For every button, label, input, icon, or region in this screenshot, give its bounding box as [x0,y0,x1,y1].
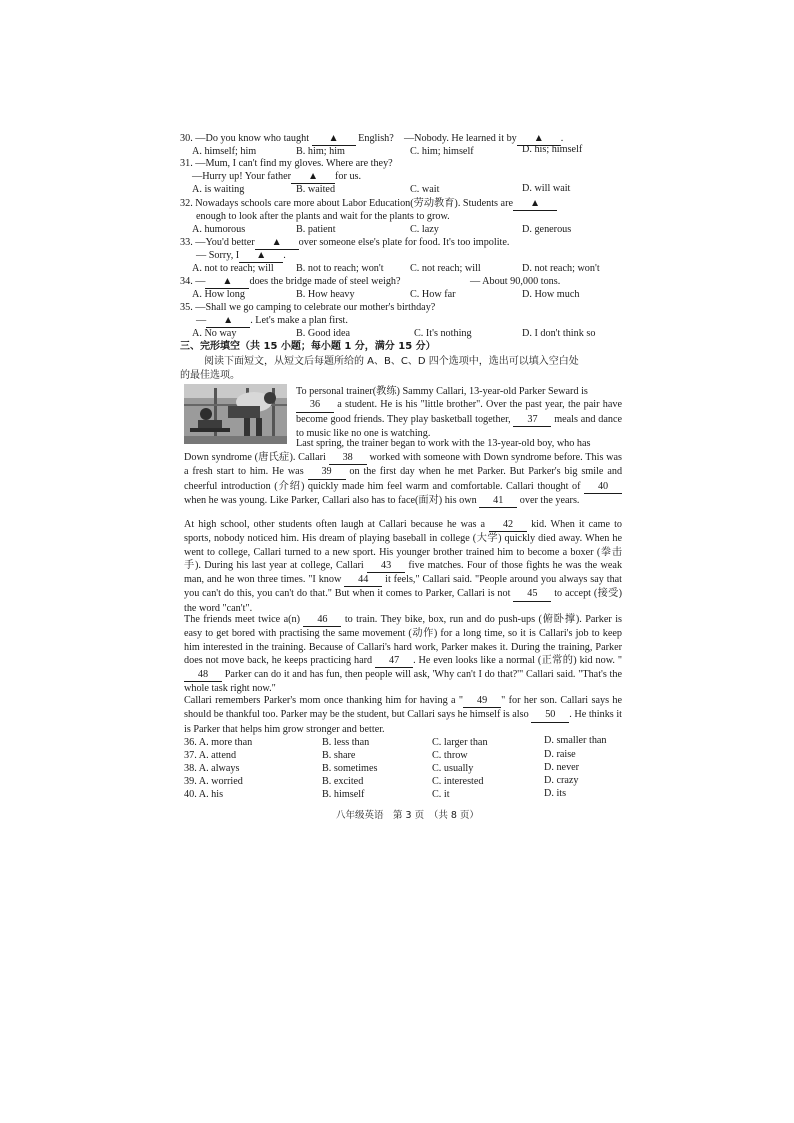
passage-paragraph-3: At high school, other students often laugh at Callari because he was a 42 kid. When it came to sports, nobody noticed him. His dream of playing baseball in college (大学) quickly died away. When he went to college, Callari turned to a new sport. His younger brother trained him to become a boxer (拳击手). During his last year at college, Callari 43 five matches. Four of those fights he was the weak man, and he won three times. "I know 44 it feels," Callari said. "People around you always say that you can't do this, you can't do that." But when it comes to Parker, Callari is not 45 to accept (接受) the word "can't". [184,519,623,614]
cloze-blank-45: 45 [513,587,551,601]
answer-blank: ▲ [205,276,249,289]
question-34-stem: 34. — ▲ does the bridge made of steel weigh? [180,276,401,287]
option-row-37-a: 37. A. attend [184,750,237,761]
cloze-blank-43: 43 [367,559,405,573]
option-row-40-b: B. himself [322,789,365,800]
option-row-36-b: B. less than [322,737,370,748]
answer-blank: ▲ [291,171,335,184]
answer-blank: ▲ [312,133,356,146]
cloze-blank-49: 49 [463,694,501,708]
cloze-blank-41: 41 [479,494,517,508]
answer-blank: ▲ [513,198,557,211]
question-30-stem: 30. —Do you know who taught ▲ English? —Nobody. He learned it by ▲ . [180,133,564,144]
cloze-blank-36: 36 [296,398,334,412]
page-footer: 八年级英语 第 3 页 （共 8 页） [336,810,479,821]
cloze-blank-38: 38 [329,451,367,465]
training-photo [184,384,287,444]
option-b: B. Good idea [296,328,351,339]
option-row-37-d: D. raise [544,749,576,760]
option-c: C. How far [410,289,456,300]
option-d: D. How much [522,289,580,300]
option-a: A. himself; him [192,146,257,157]
question-31-stem: 31. —Mum, I can't find my gloves. Where are they? [180,158,393,169]
option-d: D. I don't think so [522,328,596,339]
option-a: A. How long [192,289,245,300]
section-heading: 三、完形填空（共 15 小题；每小题 1 分，满分 15 分） [180,341,436,352]
passage-paragraph-1: To personal trainer(教练) Sammy Callari, 13-year-old Parker Seward is 36 a student. He is his "little brother". Over the past year, the pair have become good friends. They play basketball together, 37 meals and dance to music like no one is watching. [296,386,623,439]
question-34-reply: — About 90,000 tons. [470,276,561,287]
training-photo-graphic [184,384,287,444]
passage-paragraph-5: Callari remembers Parker's mom once thanking him for having a " 49 " for her son. Callari says he should be thankful too. Parker may be the student, but Callari says he himself is also 50 . He thinks it is Parker that helps him grow stronger and better. [184,695,623,735]
cloze-blank-47: 47 [375,654,413,668]
answer-blank: ▲ [206,315,250,328]
section-instruction-cont: 的最佳选项。 [180,370,240,381]
option-row-36-c: C. larger than [432,737,488,748]
cloze-blank-39: 39 [308,465,346,479]
question-32-stem-cont: enough to look after the plants and wait for the plants to grow. [196,211,450,222]
option-row-38-c: C. usually [432,763,474,774]
option-row-37-c: C. throw [432,750,468,761]
cloze-blank-50: 50 [531,708,569,722]
option-a: A. not to reach; will [192,263,274,274]
option-b: B. patient [296,224,336,235]
option-row-37-b: B. share [322,750,356,761]
option-row-38-b: B. sometimes [322,763,378,774]
answer-blank: ▲ [255,237,299,250]
option-a: A. humorous [192,224,246,235]
option-row-40-d: D. its [544,788,567,799]
option-c: C. him; himself [410,146,474,157]
cloze-blank-37: 37 [513,413,551,427]
answer-blank: ▲ [239,250,283,263]
option-row-39-a: 39. A. worried [184,776,243,787]
question-35-reply: — ▲ . Let's make a plan first. [196,315,348,326]
section-instruction: 阅读下面短文，从短文后每题所给的 A、B、C、D 四个选项中，选出可以填入空白处 [204,356,579,367]
option-c: C. lazy [410,224,439,235]
option-c: C. wait [410,184,440,195]
cloze-blank-42: 42 [489,518,527,532]
question-35-stem: 35. —Shall we go camping to celebrate our mother's birthday? [180,302,436,313]
option-c: C. It's nothing [414,328,472,339]
question-33-reply: — Sorry, I ▲ . [196,250,286,261]
cloze-blank-40: 40 [584,480,622,494]
option-a: A. No way [192,328,237,339]
option-d: D. his; himself [522,144,583,155]
passage-paragraph-2: Down syndrome (唐氏症). Callari 38 worked with someone with Down syndrome before. This was a fresh start to him. He was 39 on the first day when he met Parker. But Parker's big smile and cheerful introduction (介绍) quickly made him feel warm and comfortable. Callari thought of 40 when he was young. Like Parker, Callari also has to face(面对) his own 41 over the years. [184,451,622,508]
option-a: A. is waiting [192,184,245,195]
answer-blank: ▲ [517,133,561,146]
question-32-stem: 32. Nowadays schools care more about Labor Education(劳动教育). Students are ▲ [180,198,557,211]
option-c: C. not reach; will [410,263,481,274]
option-b: B. waited [296,184,336,195]
cloze-blank-44: 44 [344,573,382,587]
option-d: D. will wait [522,183,571,194]
option-b: B. him; him [296,146,345,157]
option-row-36-d: D. smaller than [544,735,607,746]
option-row-39-b: B. excited [322,776,364,787]
option-row-36-a: 36. A. more than [184,737,253,748]
option-row-39-d: D. crazy [544,775,579,786]
question-33-stem: 33. —You'd better ▲ over someone else's plate for food. It's too impolite. [180,237,510,248]
passage-paragraph-2-start: Last spring, the trainer began to work with the 13-year-old boy, who has [296,438,591,449]
option-b: B. not to reach; won't [296,263,384,274]
option-row-39-c: C. interested [432,776,484,787]
option-row-38-a: 38. A. always [184,763,240,774]
option-d: D. not reach; won't [522,263,600,274]
option-d: D. generous [522,224,572,235]
passage-paragraph-4: The friends meet twice a(n) 46 to train. They bike, box, run and do push-ups (俯卧撑). Parker is easy to get bored with practising the same movement (动作) for a long time, so it is Callari's job to keep him interested in the training. Because of Callari's hard work, Parker makes it. During the training, Parker does not move back, he keeps practicing hard 47 . He even looks like a normal (正常的) kid now. "48 Parker can do it and has fun, then people will ask, 'Why can't I do that?'" Callari said. "That's the whole task right now." [184,614,623,695]
option-row-40-a: 40. A. his [184,789,224,800]
option-row-40-c: C. it [432,789,450,800]
question-31-reply: —Hurry up! Your father ▲ for us. [192,171,362,182]
cloze-blank-46: 46 [303,613,341,627]
cloze-blank-48: 48 [184,668,222,682]
option-row-38-d: D. never [544,762,580,773]
option-b: B. How heavy [296,289,355,300]
